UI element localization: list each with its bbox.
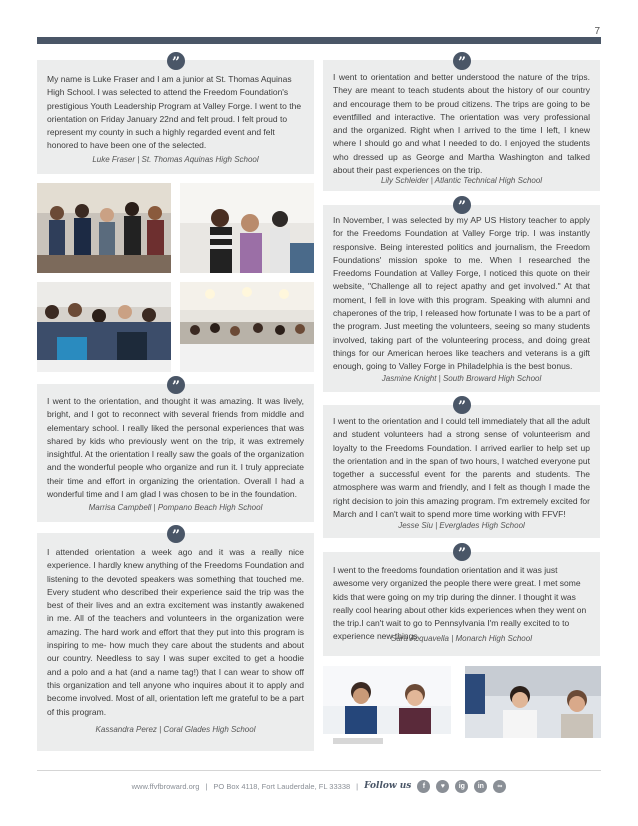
quote-icon: ” xyxy=(167,52,185,70)
photo-two-boys xyxy=(323,666,451,752)
testimonial-text: I went to the orientation, and thought it was amazing. It was lively, bright, and I got to reconnect with several friends from middle and elementary school. I really liked the personal experiences that was shared by kids who previously went on the trip, it was extremely insightful. At the orientation I really saw the goals of the organization and the wonderful people who organize and run it. I truly appreciate their time and effort in organizing the orientation. Overall I had a wonderful time and I am glad I was chosen to be in the foundation. xyxy=(47,396,304,500)
instagram-icon[interactable]: ig xyxy=(455,780,468,793)
photo-crowd-1 xyxy=(37,183,171,273)
testimonial-jesse xyxy=(323,405,600,538)
testimonial-signature: Kassandra Perez | Coral Glades High School xyxy=(95,725,256,734)
testimonial-signature: Lily Schleider | Atlantic Technical High School xyxy=(380,176,543,185)
testimonial-text: In November, I was selected by my AP US History teacher to apply for the Freedoms Foundation at Valley Forge trip. I was instantly responsive. Being interested politics and journalism, the Freedom Foundations' mission spoke to me. When I researched the Freedoms Foundation at Valley Forge, I noticed this quote on their website, "Challenge all to reject apathy and get involved." At that moment, I fell in love with this program. Speaking with alumni and chaperones of the trip, I released how fortunate I was to be a part of the program. Just meeting the volunteers, seeing so many students involved, taking part of the volunteering process, and doing great things for our American heroes like teachers and veterans is a gift enough, going to Valley Forge in Philadelphia is the best bonus. xyxy=(333,215,590,372)
testimonial-luke xyxy=(37,60,314,174)
testimonial-signature: Jesse Siu | Everglades High School xyxy=(398,521,525,530)
footer-divider xyxy=(37,770,601,771)
footer-website[interactable]: www.ffvfbroward.org xyxy=(131,781,200,791)
quote-icon: ” xyxy=(167,525,185,543)
testimonial-signature: Jasmine Knight | South Broward High School xyxy=(381,374,542,383)
testimonial-signature: Luke Fraser | St. Thomas Aquinas High School xyxy=(92,155,259,164)
photo-students-table xyxy=(465,666,601,752)
testimonial-signature: Sara Acquavella | Monarch High School xyxy=(391,634,532,643)
testimonial-text: My name is Luke Fraser and I am a junior at St. Thomas Aquinas High School. I was selected to attend the Freedom Foundation's prestigious Youth Leadership Program at Valley Forge. I went to the orientation on Friday January 22nd and felt proud. I felt proud to represent my county in such a highly regarded event and felt honored to have been one of the selected. xyxy=(47,74,302,151)
follow-us-label: Follow us xyxy=(364,781,412,791)
testimonial-jasmine xyxy=(323,205,600,392)
heart-icon[interactable]: ♥ xyxy=(436,780,449,793)
quote-icon: ” xyxy=(167,376,185,394)
footer-address: PO Box 4118, Fort Lauderdale, FL 33338 xyxy=(213,781,351,791)
page-number: 7 xyxy=(594,26,600,37)
testimonial-sara xyxy=(323,552,600,656)
testimonial-marrisa xyxy=(37,384,314,522)
testimonial-kassandra xyxy=(37,533,314,751)
quote-icon: ” xyxy=(453,396,471,414)
testimonial-text: I went to the freedoms foundation orientation and it was just awesome very organized the people there were great. I met some kids that were going on my trip during the dinner. I thought it was really cool hearing about other kids experiences when they went on the trip.I can't wait to go to Pennsylvania I'm really excited to to experience new things. xyxy=(333,565,587,642)
linkedin-icon[interactable]: in xyxy=(474,780,487,793)
flickr-icon[interactable]: ∞ xyxy=(493,780,506,793)
photo-crowd-2 xyxy=(37,282,171,372)
photo-smiling-students xyxy=(180,183,314,273)
testimonial-text: I went to the orientation and I could tell immediately that all the adult and student volunteers had a strong sense of volunteerism and loyalty to the Freedoms Foundation. I arrived earlier to help set up the orientation and in the span of two hours, I watched everyone put together a successful event for the parents and students. The atmosphere was warm and friendly, and I felt as though I made the right decision to join this amazing program. I'm extremely excited for March and I can't wait to spend more time working with FFVF! xyxy=(333,416,590,520)
testimonial-text: I attended orientation a week ago and it was a really nice experience. I hardly knew anything of the Freedoms Foundation and listening to the devoted speakers was something that touched me. Every student who described their experience said the trip was the best of their lives and an extra excitement was instantly awakened in me. All of the teachers and volunteers in the organization were amazing. The hard work and effort that they put into this program is inspiring to me- how much they care about the students and about our country. Needless to say I was super excited to get a hoodie and a polo and a hat (and a name tag!) that I can wear to show off this organization and tell anyone who inquires about it to apply and become involved. Most of all, orientation left me grateful to be a part of this program. xyxy=(47,547,304,717)
testimonial-text: I went to orientation and better understood the nature of the trips. They are meant to teach students about the history of our country and encourage them to be proud citizens. The trips are going to be eventfilled and interactive. The orientation was very professional and the organized. Right when I arrived to the time I left, I knew where I should go and what I needed to do. I enjoyed the students who dressed up as George and Martha Washington and talked about their past experiences on the trip. xyxy=(333,72,590,176)
facebook-icon[interactable]: f xyxy=(417,780,430,793)
testimonial-lily xyxy=(323,60,600,191)
testimonial-signature: Marrisa Campbell | Pompano Beach High School xyxy=(88,503,263,512)
footer: www.ffvfbroward.org | PO Box 4118, Fort Lauderdale, FL 33338 | Follow us f ♥ ig in ∞ xyxy=(0,778,638,794)
photo-banquet-hall xyxy=(180,282,314,372)
header-bar xyxy=(37,37,601,44)
quote-icon: ” xyxy=(453,52,471,70)
quote-icon: ” xyxy=(453,543,471,561)
quote-icon: ” xyxy=(453,196,471,214)
